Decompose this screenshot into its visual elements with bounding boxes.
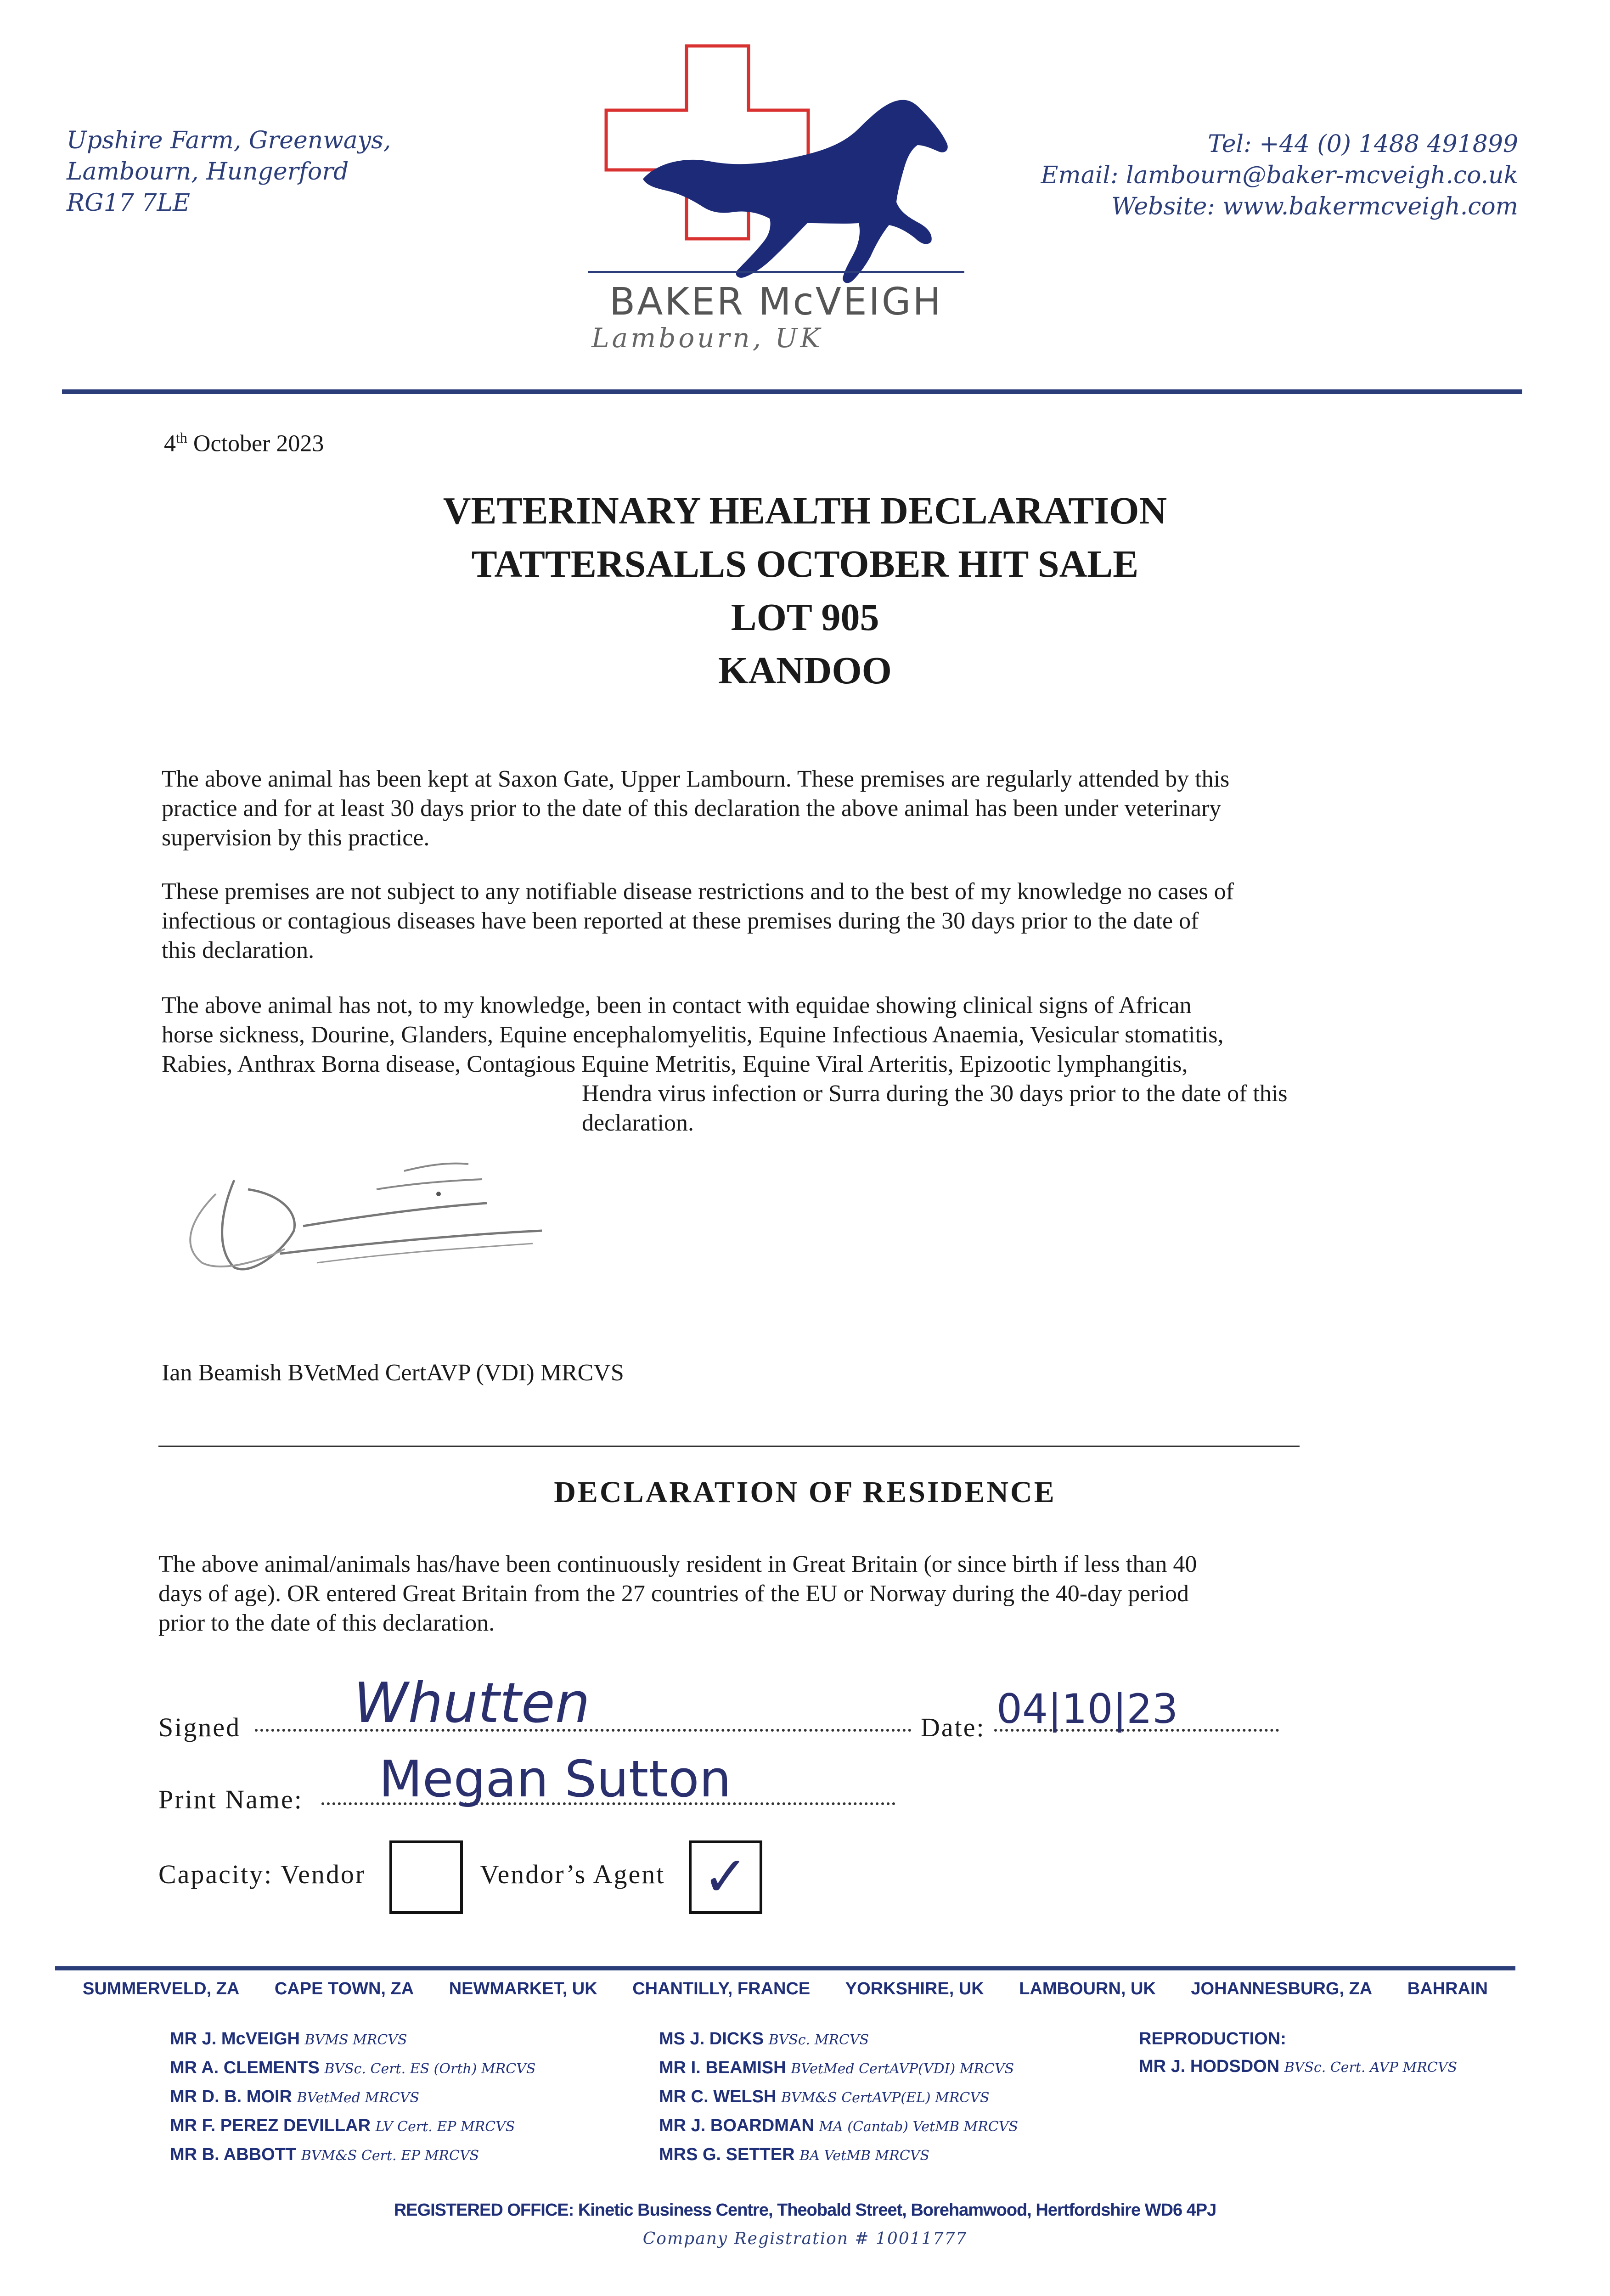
signed-label: Signed [158,1712,241,1742]
location: CAPE TOWN, ZA [274,1979,414,1998]
residence-paragraph: The above animal/animals has/have been continuously resident in Great Britain (or since birth if less than 40 days of age). OR entered Great Britain from the 27 countries of the EU or Norway during the 40-day period prior to the date of this declaration. [158,1551,1197,1636]
staff-entry: MRS G. SETTER BA VetMB MRCVS [659,2145,929,2164]
vendor-agent-checkbox[interactable] [689,1840,762,1914]
staff-column-3 [1139,2025,1457,2082]
company-registration: Company Registration # 10011777 [642,2229,968,2248]
reproduction-heading: REPRODUCTION: [1139,2029,1286,2048]
print-name-value: Megan Sutton [379,1750,732,1808]
doc-title: VETERINARY HEALTH DECLARATION [443,490,1167,532]
vet-name: Ian Beamish BVetMed CertAVP (VDI) MRCVS [162,1360,624,1386]
logo-name: BAKER McVEIGH [609,280,943,324]
staff-entry: MR C. WELSH BVM&S CertAVP(EL) MRCVS [659,2087,990,2106]
staff-entry: MR I. BEAMISH BVetMed CertAVP(VDI) MRCVS [659,2058,1014,2077]
location: SUMMERVELD, ZA [83,1979,240,1998]
sale-title: TATTERSALLS OCTOBER HIT SALE [471,543,1139,585]
staff-entry: MR A. CLEMENTS BVSc. Cert. ES (Orth) MRCVS [170,2058,536,2077]
paragraph-contact: The above animal has not, to my knowledge, been in contact with equidae showing clinical signs of African horse sickness, Dourine, Glanders, Equine encephalomyelitis, Equine Infectious Anaemia, Vesicular stomatitis, Rabies, Anthrax Borna disease, Contagious Equine Metritis, Equine Viral Arteritis, Epizootic lymphangitis, Hendra virus infection or Surra during the 30 days prior to the date of this declaration. [162,992,1288,1136]
location: CHANTILLY, FRANCE [632,1979,811,1998]
check-mark: ✓ [702,1845,749,1909]
staff-entry: MR J. BOARDMAN MA (Cantab) VetMB MRCVS [659,2116,1019,2135]
staff-entry: MS J. DICKS BVSc. MRCVS [659,2029,869,2048]
staff-entry: MR J. HODSDON BVSc. Cert. AVP MRCVS [1139,2057,1458,2076]
paragraph-restrictions: These premises are not subject to any notifiable disease restrictions and to the best of my knowledge no cases of infectious or contagious diseases have been reported at these premises during the 30 days prior to the date of this declaration. [162,878,1234,963]
vendor-agent-label: Vendor’s Agent [480,1859,665,1889]
contact-tel: Tel: +44 (0) 1488 491899 [1208,130,1518,158]
logo-place: Lambourn, UK [591,322,823,354]
vet-signature [165,1139,579,1290]
cross-horse-icon [588,41,992,317]
horse-name: KANDOO [718,649,892,692]
residence-title: DECLARATION OF RESIDENCE [554,1475,1056,1509]
staff-column-1 [170,2025,535,2170]
location: YORKSHIRE, UK [845,1979,984,1998]
locations-bar [83,1979,1488,1999]
registered-office: REGISTERED OFFICE: Kinetic Business Centre, Theobald Street, Borehamwood, Hertfordshire WD6 4PJ [394,2200,1216,2220]
footer-rule [55,1966,1515,1970]
print-name-label: Print Name: [158,1784,303,1814]
contact-block [967,129,1518,222]
location: JOHANNESBURG, ZA [1191,1979,1373,1998]
staff-entry: MR D. B. MOIR BVetMed MRCVS [170,2087,420,2106]
staff-column-2 [659,2025,1018,2170]
address-line: Lambourn, Hungerford [67,158,349,186]
section-divider [158,1446,1300,1447]
paragraph-premises: The above animal has been kept at Saxon Gate, Upper Lambourn. These premises are regularly attended by this practice and for at least 30 days prior to the date of this declaration the above animal has been under veterinary supervision by this practice. [162,766,1230,851]
letter-date: 4th October 2023 [164,429,324,457]
location: NEWMARKET, UK [449,1979,597,1998]
lot-title: LOT 905 [731,596,879,639]
date-value: 04|10|23 [996,1685,1178,1733]
staff-entry: MR F. PEREZ DEVILLAR LV Cert. EP MRCVS [170,2116,515,2135]
location: BAHRAIN [1407,1979,1488,1998]
vendor-checkbox[interactable] [389,1840,463,1914]
header-rule [62,389,1522,394]
address-block [67,125,480,219]
signed-value: Whutten [354,1671,590,1735]
address-line: RG17 7LE [67,189,190,217]
capacity-label: Capacity: Vendor [158,1859,366,1889]
address-line: Upshire Farm, Greenways, [67,127,391,154]
staff-entry: MR J. McVEIGH BVMS MRCVS [170,2029,407,2048]
location: LAMBOURN, UK [1019,1979,1156,1998]
company-logo [588,41,992,372]
staff-entry: MR B. ABBOTT BVM&S Cert. EP MRCVS [170,2145,479,2164]
contact-email[interactable]: Email: lambourn@baker-mcveigh.co.uk [1041,162,1518,189]
date-label: Date: [921,1712,985,1742]
contact-website[interactable]: Website: www.bakermcveigh.com [1111,193,1518,220]
